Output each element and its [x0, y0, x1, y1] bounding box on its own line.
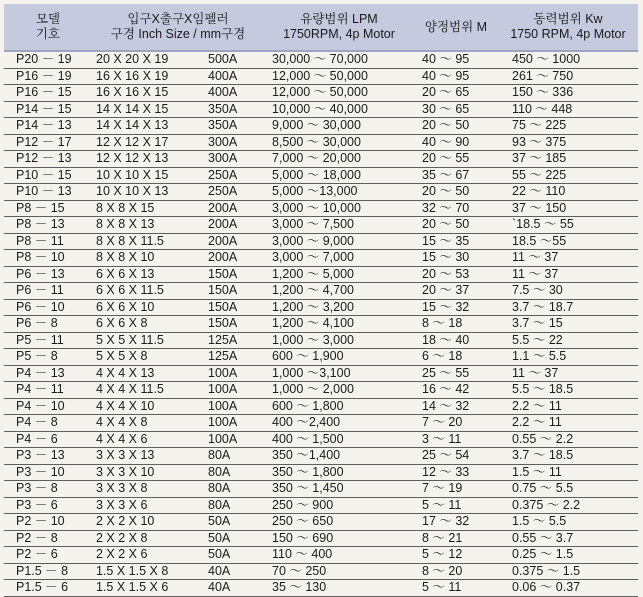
power-range-cell: 18.5 ～55: [498, 233, 638, 250]
size-inch-cell: 8 X 8 X 13: [92, 217, 202, 234]
power-range-cell: 0.25 ～ 1.5: [498, 547, 638, 564]
head-range-cell: 8 ～ 20: [414, 563, 498, 580]
table-row: [4, 283, 638, 300]
model-cell: P6 － 8: [4, 316, 92, 333]
table-row: [4, 51, 638, 68]
size-mm-cell: 100A: [202, 365, 264, 382]
head-range-cell: 20 ～ 50: [414, 184, 498, 201]
model-cell: P12 － 13: [4, 151, 92, 168]
table-row: [4, 415, 638, 432]
size-mm-cell: 80A: [202, 481, 264, 498]
model-cell: P4 － 11: [4, 382, 92, 399]
flow-range-cell: 8,500 ～ 30,000: [264, 134, 414, 151]
flow-range-cell: 3,000 ～ 7,000: [264, 250, 414, 267]
power-range-cell: 0.55 ～ 2.2: [498, 431, 638, 448]
flow-range-cell: 600 ～ 1,800: [264, 398, 414, 415]
size-inch-cell: 6 X 6 X 10: [92, 299, 202, 316]
flow-range-cell: 1,200 ～ 3,200: [264, 299, 414, 316]
size-inch-cell: 4 X 4 X 6: [92, 431, 202, 448]
power-range-cell: 2.2 ～ 11: [498, 398, 638, 415]
flow-range-cell: 600 ～ 1,900: [264, 349, 414, 366]
model-cell: P8 － 13: [4, 217, 92, 234]
size-inch-cell: 5 X 5 X 11.5: [92, 332, 202, 349]
header-power: [498, 4, 638, 51]
size-mm-cell: 80A: [202, 448, 264, 465]
head-range-cell: 35 ～ 67: [414, 167, 498, 184]
power-range-cell: 110 ～ 448: [498, 101, 638, 118]
head-range-cell: 15 ～ 35: [414, 233, 498, 250]
model-cell: P16 － 15: [4, 85, 92, 102]
flow-range-cell: 10,000 ～ 40,000: [264, 101, 414, 118]
table-row: [4, 497, 638, 514]
size-inch-cell: 2 X 2 X 6: [92, 547, 202, 564]
flow-range-cell: 150 ～ 690: [264, 530, 414, 547]
table-row: [4, 200, 638, 217]
flow-range-cell: 12,000 ～ 50,000: [264, 68, 414, 85]
flow-range-cell: 5,000 ～ 18,000: [264, 167, 414, 184]
size-mm-cell: 80A: [202, 464, 264, 481]
head-range-cell: 20 ～ 50: [414, 217, 498, 234]
model-cell: P2 － 10: [4, 514, 92, 531]
flow-range-cell: 3,000 ～ 10,000: [264, 200, 414, 217]
flow-range-cell: 400 ～ 1,500: [264, 431, 414, 448]
table-row: [4, 134, 638, 151]
table-row: [4, 481, 638, 498]
head-range-cell: 3 ～ 11: [414, 431, 498, 448]
model-cell: P12 － 17: [4, 134, 92, 151]
model-cell: P10 － 13: [4, 184, 92, 201]
flow-range-cell: 1,200 ～ 4,700: [264, 283, 414, 300]
table-row: [4, 530, 638, 547]
size-inch-cell: 6 X 6 X 11.5: [92, 283, 202, 300]
header-size: [92, 4, 264, 51]
size-mm-cell: 50A: [202, 530, 264, 547]
size-mm-cell: 50A: [202, 547, 264, 564]
size-mm-cell: 400A: [202, 85, 264, 102]
model-cell: P1.5 － 8: [4, 563, 92, 580]
size-inch-cell: 8 X 8 X 11.5: [92, 233, 202, 250]
power-range-cell: 261 ～ 750: [498, 68, 638, 85]
flow-range-cell: 250 ～ 650: [264, 514, 414, 531]
size-mm-cell: 100A: [202, 415, 264, 432]
flow-range-cell: 1,200 ～ 5,000: [264, 266, 414, 283]
power-range-cell: 1.5 ～ 5.5: [498, 514, 638, 531]
flow-range-cell: 350 ～ 1,450: [264, 481, 414, 498]
table-row: [4, 349, 638, 366]
power-range-cell: 55 ～ 225: [498, 167, 638, 184]
size-mm-cell: 50A: [202, 514, 264, 531]
model-cell: P16 － 19: [4, 68, 92, 85]
size-inch-cell: 4 X 4 X 13: [92, 365, 202, 382]
header-flow-line-1: 유량범위 LPM: [300, 12, 378, 26]
size-mm-cell: 150A: [202, 316, 264, 333]
header-head-line-1: 양정범위 M: [424, 19, 488, 34]
head-range-cell: 7 ～ 19: [414, 481, 498, 498]
model-cell: P1.5 － 6: [4, 580, 92, 597]
power-range-cell: 0.55 ～ 3.7: [498, 530, 638, 547]
table-row: [4, 316, 638, 333]
size-inch-cell: 14 X 14 X 13: [92, 118, 202, 135]
size-inch-cell: 1.5 X 1.5 X 6: [92, 580, 202, 597]
model-cell: P4 － 6: [4, 431, 92, 448]
header-power-line-2: 1750 RPM, 4p Motor: [510, 27, 626, 41]
table-row: [4, 250, 638, 267]
power-range-cell: 75 ～ 225: [498, 118, 638, 135]
power-range-cell: 5.5 ～ 22: [498, 332, 638, 349]
size-mm-cell: 400A: [202, 68, 264, 85]
flow-range-cell: 35 ～ 130: [264, 580, 414, 597]
size-inch-cell: 3 X 3 X 10: [92, 464, 202, 481]
size-mm-cell: 200A: [202, 217, 264, 234]
table-row: [4, 398, 638, 415]
model-cell: P2 － 8: [4, 530, 92, 547]
power-range-cell: 0.375 ～ 2.2: [498, 497, 638, 514]
header-flow: [264, 4, 414, 51]
table-row: [4, 68, 638, 85]
head-range-cell: 8 ～ 18: [414, 316, 498, 333]
flow-range-cell: 9,000 ～ 30,000: [264, 118, 414, 135]
size-inch-cell: 4 X 4 X 10: [92, 398, 202, 415]
model-cell: P6 － 10: [4, 299, 92, 316]
power-range-cell: 150 ～ 336: [498, 85, 638, 102]
table-row: [4, 431, 638, 448]
spec-table-body: [4, 51, 638, 596]
size-inch-cell: 3 X 3 X 8: [92, 481, 202, 498]
model-cell: P4 － 8: [4, 415, 92, 432]
table-row: [4, 233, 638, 250]
head-range-cell: 18 ～ 40: [414, 332, 498, 349]
power-range-cell: 3.7 ～ 18.5: [498, 448, 638, 465]
size-mm-cell: 200A: [202, 233, 264, 250]
size-inch-cell: 12 X 12 X 17: [92, 134, 202, 151]
size-mm-cell: 300A: [202, 151, 264, 168]
power-range-cell: 1.1 ～ 5.5: [498, 349, 638, 366]
table-row: [4, 514, 638, 531]
size-inch-cell: 8 X 8 X 10: [92, 250, 202, 267]
head-range-cell: 40 ～ 95: [414, 68, 498, 85]
size-mm-cell: 150A: [202, 283, 264, 300]
table-row: [4, 563, 638, 580]
model-cell: P2 － 6: [4, 547, 92, 564]
flow-range-cell: 3,000 ～ 7,500: [264, 217, 414, 234]
size-mm-cell: 80A: [202, 497, 264, 514]
size-inch-cell: 12 X 12 X 13: [92, 151, 202, 168]
model-cell: P14 － 13: [4, 118, 92, 135]
power-range-cell: 7.5 ～ 30: [498, 283, 638, 300]
power-range-cell: 3.7 ～ 15: [498, 316, 638, 333]
size-mm-cell: 350A: [202, 118, 264, 135]
model-cell: P8 － 11: [4, 233, 92, 250]
model-cell: P6 － 13: [4, 266, 92, 283]
head-range-cell: 25 ～ 55: [414, 365, 498, 382]
size-inch-cell: 14 X 14 X 15: [92, 101, 202, 118]
flow-range-cell: 350 ～ 1,800: [264, 464, 414, 481]
flow-range-cell: 250 ～ 900: [264, 497, 414, 514]
table-row: [4, 167, 638, 184]
size-mm-cell: 350A: [202, 101, 264, 118]
table-row: [4, 448, 638, 465]
head-range-cell: 15 ～ 30: [414, 250, 498, 267]
size-inch-cell: 2 X 2 X 10: [92, 514, 202, 531]
table-row: [4, 184, 638, 201]
head-range-cell: 32 ～ 70: [414, 200, 498, 217]
head-range-cell: 25 ～ 54: [414, 448, 498, 465]
head-range-cell: 20 ～ 50: [414, 118, 498, 135]
flow-range-cell: 400 ～2,400: [264, 415, 414, 432]
power-range-cell: 22 ～ 110: [498, 184, 638, 201]
table-row: [4, 464, 638, 481]
size-inch-cell: 3 X 3 X 13: [92, 448, 202, 465]
head-range-cell: 20 ～ 53: [414, 266, 498, 283]
header-model-line-1: 모델: [35, 12, 61, 26]
table-row: [4, 85, 638, 102]
head-range-cell: 20 ～ 65: [414, 85, 498, 102]
power-range-cell: 3.7 ～ 18.7: [498, 299, 638, 316]
header-head: [414, 4, 498, 51]
model-cell: P14 － 15: [4, 101, 92, 118]
size-mm-cell: 100A: [202, 382, 264, 399]
table-row: [4, 580, 638, 597]
table-row: [4, 365, 638, 382]
size-inch-cell: 4 X 4 X 11.5: [92, 382, 202, 399]
size-mm-cell: 100A: [202, 398, 264, 415]
head-range-cell: 40 ～ 95: [414, 51, 498, 68]
power-range-cell: 0.06 ～ 0.37: [498, 580, 638, 597]
header-size-line-1: 입구X출구X임펠러: [127, 12, 229, 26]
size-mm-cell: 40A: [202, 580, 264, 597]
size-inch-cell: 20 X 20 X 19: [92, 51, 202, 68]
header-model-line-2: 기호: [35, 27, 61, 41]
power-range-cell: 1.5 ～ 11: [498, 464, 638, 481]
flow-range-cell: 1,000 ～ 2,000: [264, 382, 414, 399]
header-flow-line-2: 1750RPM, 4p Motor: [283, 27, 395, 41]
power-range-cell: 11 ～ 37: [498, 365, 638, 382]
size-inch-cell: 5 X 5 X 8: [92, 349, 202, 366]
flow-range-cell: 7,000 ～ 20,000: [264, 151, 414, 168]
head-range-cell: 8 ～ 21: [414, 530, 498, 547]
size-inch-cell: 4 X 4 X 8: [92, 415, 202, 432]
head-range-cell: 40 ～ 90: [414, 134, 498, 151]
flow-range-cell: 1,200 ～ 4,100: [264, 316, 414, 333]
power-range-cell: 93 ～ 375: [498, 134, 638, 151]
model-cell: P10 － 15: [4, 167, 92, 184]
header-model: [4, 4, 92, 51]
head-range-cell: 7 ～ 20: [414, 415, 498, 432]
size-inch-cell: 10 X 10 X 13: [92, 184, 202, 201]
header-row: [4, 4, 638, 51]
model-cell: P3 － 8: [4, 481, 92, 498]
model-cell: P8 － 10: [4, 250, 92, 267]
flow-range-cell: 350 ～1,400: [264, 448, 414, 465]
model-cell: P5 － 11: [4, 332, 92, 349]
head-range-cell: 20 ～ 37: [414, 283, 498, 300]
size-mm-cell: 200A: [202, 200, 264, 217]
model-cell: P3 － 6: [4, 497, 92, 514]
head-range-cell: 17 ～ 32: [414, 514, 498, 531]
flow-range-cell: 3,000 ～ 9,000: [264, 233, 414, 250]
model-cell: P6 － 11: [4, 283, 92, 300]
table-row: [4, 266, 638, 283]
flow-range-cell: 1,000 ～ 3,000: [264, 332, 414, 349]
size-mm-cell: 300A: [202, 134, 264, 151]
head-range-cell: 16 ～ 42: [414, 382, 498, 399]
flow-range-cell: 30,000 ～ 70,000: [264, 51, 414, 68]
size-mm-cell: 150A: [202, 266, 264, 283]
model-cell: P3 － 10: [4, 464, 92, 481]
header-power-line-1: 동력범위 Kw: [533, 12, 603, 26]
power-range-cell: 450 ～ 1000: [498, 51, 638, 68]
pump-spec-table: [4, 4, 638, 597]
model-cell: P5 － 8: [4, 349, 92, 366]
size-mm-cell: 250A: [202, 167, 264, 184]
head-range-cell: 20 ～ 55: [414, 151, 498, 168]
power-range-cell: 37 ～ 185: [498, 151, 638, 168]
flow-range-cell: 12,000 ～ 50,000: [264, 85, 414, 102]
head-range-cell: 5 ～ 11: [414, 580, 498, 597]
table-row: [4, 151, 638, 168]
size-inch-cell: 6 X 6 X 13: [92, 266, 202, 283]
model-cell: P4 － 10: [4, 398, 92, 415]
head-range-cell: 12 ～ 33: [414, 464, 498, 481]
table-row: [4, 382, 638, 399]
size-mm-cell: 200A: [202, 250, 264, 267]
flow-range-cell: 1,000 ～3,100: [264, 365, 414, 382]
size-mm-cell: 150A: [202, 299, 264, 316]
size-mm-cell: 40A: [202, 563, 264, 580]
size-inch-cell: 2 X 2 X 8: [92, 530, 202, 547]
table-row: [4, 547, 638, 564]
head-range-cell: 5 ～ 12: [414, 547, 498, 564]
head-range-cell: 6 ～ 18: [414, 349, 498, 366]
model-cell: P4 － 13: [4, 365, 92, 382]
model-cell: P3 － 13: [4, 448, 92, 465]
flow-range-cell: 70 ～ 250: [264, 563, 414, 580]
head-range-cell: 30 ～ 65: [414, 101, 498, 118]
model-cell: P20 － 19: [4, 51, 92, 68]
head-range-cell: 14 ～ 32: [414, 398, 498, 415]
table-row: [4, 332, 638, 349]
size-mm-cell: 125A: [202, 332, 264, 349]
size-inch-cell: 1.5 X 1.5 X 8: [92, 563, 202, 580]
flow-range-cell: 110 ～ 400: [264, 547, 414, 564]
size-inch-cell: 8 X 8 X 15: [92, 200, 202, 217]
size-inch-cell: 10 X 10 X 15: [92, 167, 202, 184]
model-cell: P8 － 15: [4, 200, 92, 217]
power-range-cell: 0.75 ～ 5.5: [498, 481, 638, 498]
power-range-cell: 11 ～ 37: [498, 266, 638, 283]
header-size-line-2: 구경 Inch Size / mm구경: [110, 27, 246, 41]
size-mm-cell: 250A: [202, 184, 264, 201]
head-range-cell: 5 ～ 11: [414, 497, 498, 514]
power-range-cell: `18.5 ～ 55: [498, 217, 638, 234]
size-mm-cell: 125A: [202, 349, 264, 366]
table-row: [4, 118, 638, 135]
power-range-cell: 5.5 ～ 18.5: [498, 382, 638, 399]
table-row: [4, 299, 638, 316]
size-mm-cell: 100A: [202, 431, 264, 448]
table-row: [4, 101, 638, 118]
power-range-cell: 11 ～ 37: [498, 250, 638, 267]
size-inch-cell: 3 X 3 X 6: [92, 497, 202, 514]
size-inch-cell: 6 X 6 X 8: [92, 316, 202, 333]
flow-range-cell: 5,000 ～13,000: [264, 184, 414, 201]
size-mm-cell: 500A: [202, 51, 264, 68]
table-row: [4, 217, 638, 234]
size-inch-cell: 16 X 16 X 15: [92, 85, 202, 102]
head-range-cell: 15 ～ 32: [414, 299, 498, 316]
power-range-cell: 2.2 ～ 11: [498, 415, 638, 432]
power-range-cell: 0.375 ～ 1.5: [498, 563, 638, 580]
power-range-cell: 37 ～ 150: [498, 200, 638, 217]
size-inch-cell: 16 X 16 X 19: [92, 68, 202, 85]
